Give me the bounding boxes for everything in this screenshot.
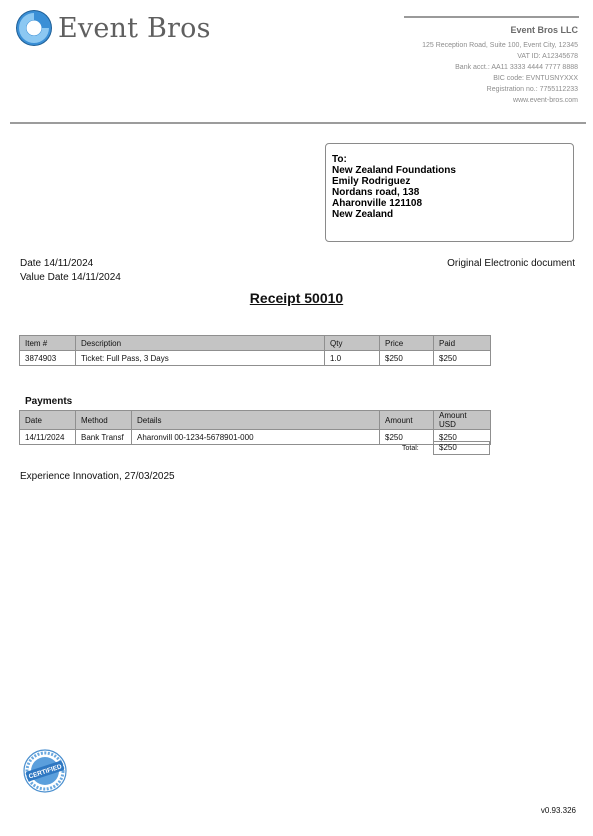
company-name: Event Bros LLC bbox=[510, 25, 578, 35]
version-label: v0.93.326 bbox=[540, 806, 576, 815]
header-top-rule bbox=[404, 16, 579, 18]
company-bank: Bank acct.: AA11 3333 4444 7777 8888 bbox=[455, 64, 578, 71]
receipt-title: Receipt 50010 bbox=[249, 290, 344, 306]
table-row bbox=[20, 430, 491, 445]
brand-name: Event Bros bbox=[58, 12, 211, 44]
company-info bbox=[422, 24, 578, 106]
company-registration: Registration no.: 7755112233 bbox=[486, 86, 578, 93]
total-label: Total: bbox=[402, 445, 419, 452]
company-bic: BIC code: EVNTUSNYXXX bbox=[493, 75, 578, 82]
col-payment-amount-usd: Amount USD bbox=[434, 411, 491, 430]
table-row bbox=[20, 351, 491, 366]
payments-table bbox=[19, 410, 491, 445]
closing-line: Experience Innovation, 27/03/2025 bbox=[20, 471, 175, 482]
col-price: Price bbox=[380, 336, 434, 351]
items-header-row bbox=[20, 336, 491, 351]
recipient-person: Emily Rodriguez bbox=[332, 176, 411, 187]
col-description: Description bbox=[76, 336, 325, 351]
total-value: $250 bbox=[433, 441, 490, 455]
receipt-value-date: Value Date 14/11/2024 bbox=[20, 272, 121, 283]
recipient-country: New Zealand bbox=[332, 209, 394, 220]
company-address: 125 Reception Road, Suite 100, Event City, 12345 bbox=[422, 42, 578, 49]
col-payment-date: Date bbox=[20, 411, 76, 430]
recipient-to-label: To: bbox=[332, 154, 347, 165]
col-paid: Paid bbox=[434, 336, 491, 351]
payment-amount-usd: $250 bbox=[434, 430, 491, 445]
col-item-number: Item # bbox=[20, 336, 76, 351]
recipient-street: Nordans road, 138 bbox=[332, 187, 420, 198]
logo-swirl-icon bbox=[14, 8, 54, 48]
header-divider bbox=[10, 122, 586, 124]
recipient-address-box bbox=[325, 143, 574, 242]
document-type: Original Electronic document bbox=[447, 258, 575, 269]
recipient-org: New Zealand Foundations bbox=[332, 165, 456, 176]
certified-seal-icon bbox=[23, 749, 67, 793]
payment-details: Aharonvill 00-1234-5678901-000 bbox=[132, 430, 380, 445]
payment-method: Bank Transf bbox=[76, 430, 132, 445]
seal-text: CERTIFIED bbox=[27, 763, 63, 781]
item-description: Ticket: Full Pass, 3 Days bbox=[76, 351, 325, 366]
company-vat: VAT ID: A12345678 bbox=[517, 53, 578, 60]
item-qty: 1.0 bbox=[325, 351, 380, 366]
col-qty: Qty bbox=[325, 336, 380, 351]
receipt-dates bbox=[20, 257, 121, 285]
payments-header-row bbox=[20, 411, 491, 430]
item-number: 3874903 bbox=[20, 351, 76, 366]
company-logo bbox=[14, 8, 211, 48]
company-website: www.event-bros.com bbox=[513, 97, 578, 104]
col-payment-amount: Amount bbox=[380, 411, 434, 430]
col-payment-details: Details bbox=[132, 411, 380, 430]
col-payment-method: Method bbox=[76, 411, 132, 430]
payment-date: 14/11/2024 bbox=[20, 430, 76, 445]
item-price: $250 bbox=[380, 351, 434, 366]
payments-title: Payments bbox=[25, 396, 73, 407]
item-paid: $250 bbox=[434, 351, 491, 366]
payment-amount: $250 bbox=[380, 430, 434, 445]
recipient-city: Aharonville 121108 bbox=[332, 198, 423, 209]
items-table bbox=[19, 335, 491, 366]
receipt-date: Date 14/11/2024 bbox=[20, 258, 94, 269]
